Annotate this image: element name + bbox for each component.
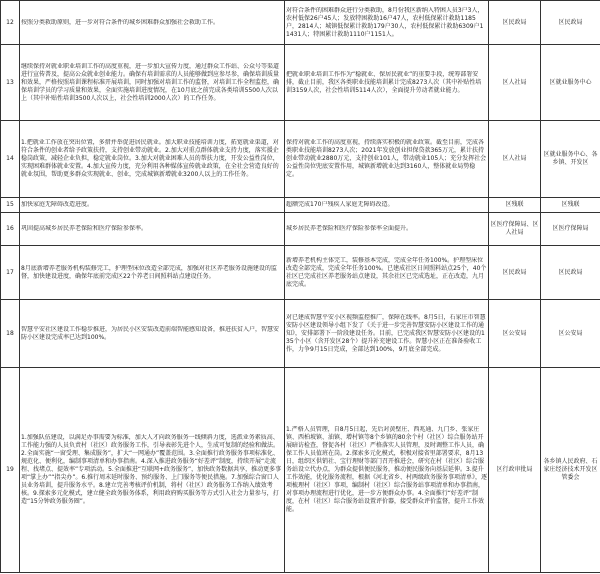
progress-description: 对已建成智慧平安小区视频监控推广，保障在线率。8月5日，石家庄市智慧安防小区建设领导小组下发了《关于进一步完善智慧安防小区建设工作的通知》，安排部署下一阶段建设任务。目前，已完成我区智慧安防小区建设的135个小区（含开发区28个）提升补充建设工作。智慧小区正在准备验收工作，力争9月15日完成，全部达到100%，9月底全部完成。 [285,300,489,368]
responsible-unit: 各乡镇人民政府、石家庄经济技术开发区管委会 [541,368,600,573]
lead-unit: 区民政局 [489,246,541,300]
progress-description: 超额完成170户残疾人家庭无障碍改造。 [285,198,489,213]
responsible-unit: 区公安局 [541,300,600,368]
table-row [1,246,600,300]
lead-unit: 区人社局 [489,45,541,121]
progress-description: 保持对就业工作的高度重视，持续落实积极的就业政策。截至目前，完成各类职业技能培训8273人次；2021年发放创业担保贷款365万元，累计扶持创业带动就业2880万元，支持创业101人，带动就业105人；充分发挥社会公益性岗位兜底安置作用，城镇新增就业达到3160人，整体就业局势稳定。 [285,121,489,198]
row-number: 16 [1,213,20,246]
row-number: 14 [1,121,20,198]
row-number: 19 [1,368,20,573]
task-description: 8月底新增养老服务机构装修完工，护理型床位改造全部完成，加强对社区养老服务设施建设的监督，加快建设进度，确保年底前完成区22个养老日间照料站点建设任务。 [20,246,285,300]
row-number: 12 [1,1,20,45]
responsible-unit: 区残联 [541,198,600,213]
lead-unit: 区医疗保障局、区人社局 [489,213,541,246]
responsible-unit: 区医疗保障局 [541,213,600,246]
table-row [1,300,600,368]
table-row [1,198,600,213]
responsible-unit: 区民政局 [541,246,600,300]
table-row [1,368,600,573]
table-row [1,1,600,45]
table-row [1,121,600,198]
table-row [1,45,600,121]
lead-unit: 区人社局 [489,121,541,198]
table-row [1,213,600,246]
row-number: 18 [1,300,20,368]
lead-unit: 区残联 [489,198,541,213]
task-description: 加快家庭无障碍改造进度。 [20,198,285,213]
responsible-unit: 区就业服务中心、各乡镇、开发区 [541,121,600,198]
responsible-unit: 区就业服务中心 [541,45,600,121]
responsible-unit: 区民政局 [541,1,600,45]
lead-unit: 区公安局 [489,300,541,368]
task-description: 1.加强队伍建设，以满足办事需要为标准，加大人才向政务服务一线倾斜力度，选派业务素质高、工作能力强的人员负责村（社区）政务服务工作，引导表彰先进个人，生成可复制的经验和做法。2.全面实施“一窗受理、集成服务”，扩大“一网通办”覆盖范围。3.全面推行政务服务事项标准化、规范化、便利化，编制事项清单和办事指南。4.深入推进政务服务“好差评”制度，持续开展“走流程、找堵点、提效率”专项活动。5.全面推进“互联网+政务服务”，加快政务数据共享，推动更多事项“掌上办”“指尖办”。6.推行周末延时服务、预约服务、上门服务等便民措施。7.加强综合窗口人员业务培训，提升服务水平。8.建立完善考核评价机制，将村（社区）政务服务工作纳入绩效考核。9.探索多元化模式，建立健全政务服务体系，利用政府购买服务等方式引入社会力量参与，打造“15分钟政务服务圈”。 [20,368,285,573]
row-number: 17 [1,246,20,300]
row-number: 15 [1,198,20,213]
progress-description: 把就业职业培训工作作为“稳就业、保居民就业”的重要手段，统筹部署安排，截止目前，我区各类职业技能培训累计完成8273人次（其中补贴性培训3159人次，社会性培训5114人次），全面提升劳动者就业能力。 [285,45,489,121]
lead-unit: 区民政局 [489,1,541,45]
row-number: 13 [1,45,20,121]
progress-description: 对符合条件的困难群众进行分类救助，8月份我区新纳入特困人员3户3人，农村低保26户45人；发放特困救助16户47人，农村低保累计救助1185户，2814人；城镇低保累计救助179户30人，农村低保累计救助6309户11431人；特困累计救助1110户1151人。 [285,1,489,45]
progress-description: 1.严格人员管理，自8月5日起，先后对黄壁庄、西兆通、九门乡、张家庄镇、西柏坡镇、油镇、增村镇等8个乡镇的80余个村（社区）综合服务站开展暗访检查，督促各村（社区）严格落实人员管理，及时调整工作人员，确保工作人员值班在岗。2.探索多元化模式，积极对接省里部署要求，8月13日，组织区供销社、宝行理财等部门召开推进会，研究在村（社区）综合服务站设立代办点，为群众提供便民服务，推动便民服务向基层延伸。3.提升工作效能，优化服务流程，根据《河北省乡、村两级政务服务事项清单》，逐项梳理村（社区）事项，编制村（社区）综合服务站事项清单和办事指南，对事项办理流程进行优化，进一步方便群众办事。4.全面推行“好差评”制度，在村（社区）综合服务站设置评价器，接受群众评价监督，提升工作效能。 [285,368,489,573]
task-description: 继续保持对就业职业培训工作的高度重视，进一步加大宣传力度，通过群众工作站、公众号等渠道进行宣传普及，提高公众就业创业能力。确保有培训需求的人员能够做到应参尽参，确保培训质量和效果，严格按照培训课程标准开展培训，同时加强对培训工作的监督，对培训工作全程监控，确保培训学员的学习质量和效果，全面实施培训进度情况，在10月底之前完成各类培训5500人次以上（其中补贴性培训3500人次以上，社会性培训2000人次）的工作任务。 [20,45,285,121]
progress-description: 城乡居民养老保险和医疗保险参保率全面提升。 [285,213,489,246]
task-description: 1.把就业工作放在突出位置，多措并举促进居民就业。加大职业技能培训力度，拓宽就业渠道，对符合条件的创业者给予政策扶持，支持创业带动就业。2.加大对重点群体就业支持力度，落实援企稳岗政策，减轻企业负担，稳定就业岗位。3.加大对就业困难人员的帮扶力度，开发公益性岗位，实现困难群体就业安置。4.加大宣传力度，充分利用各种媒体宣传就业政策，在全社会营造良好的就业氛围，帮助更多群众实现就业、创业，完成城镇新增就业3200人以上的工作任务。 [20,121,285,198]
task-description: 巩固提高城乡居民养老保险和医疗保险参保率。 [20,213,285,246]
task-description: 智慧平安社区建设工作稳步推进，为居民小区安装改造前端智能感知设备，推进扶贫入户，智慧安防小区建设完成率已达到100%。 [20,300,285,368]
lead-unit: 区行政审批局 [489,368,541,573]
progress-description: 新增养老机构主体完工，装修基本完成，完成全年任务100%。护理型床位改造全部完成，完成全年任务100%。已建成社区日间照料站点25个，40个社区已完成社区养老服务站点建设，其余社区已完成选址，正在改造，九月底完成。 [285,246,489,300]
task-description: 按照分类救助原则，进一步对符合条件的城乡困难群众加强社会救助工作。 [20,1,285,45]
